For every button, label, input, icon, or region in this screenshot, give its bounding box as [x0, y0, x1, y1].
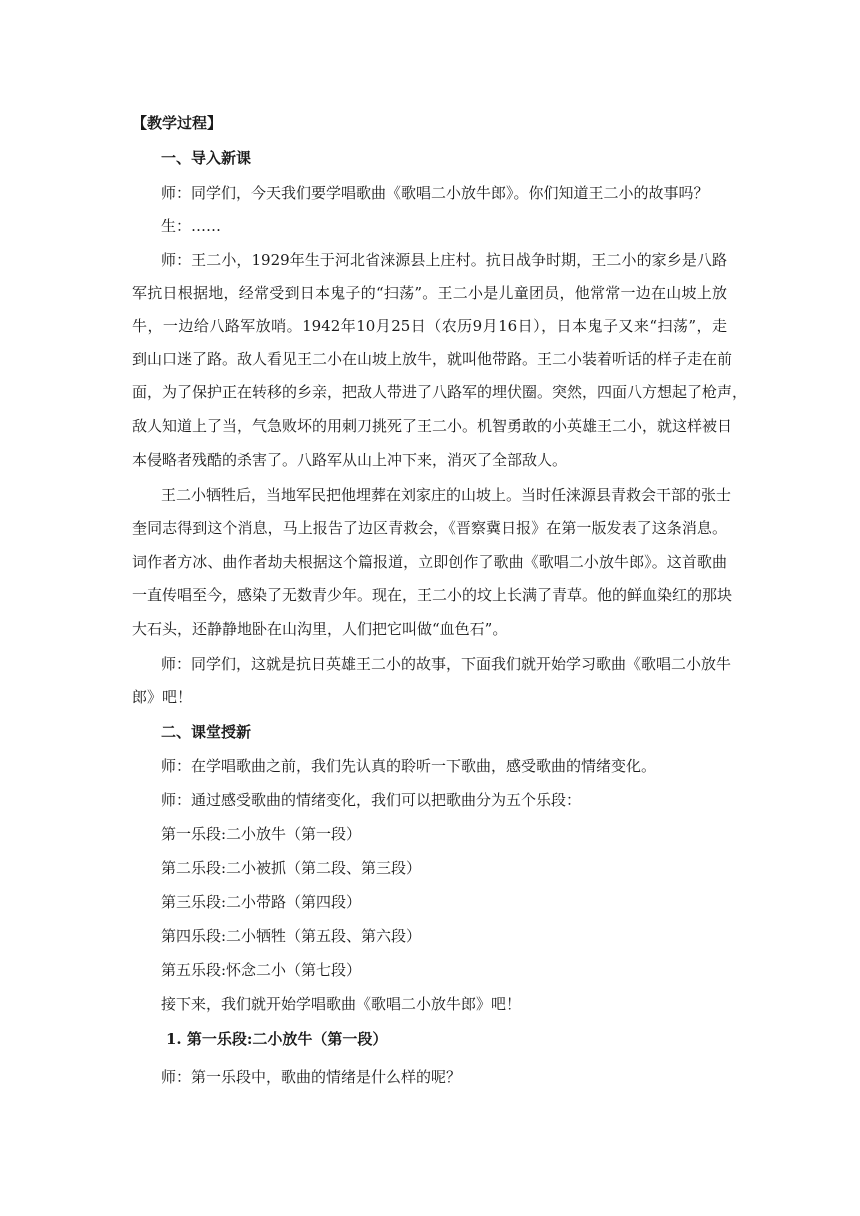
paragraph-line: 军抗日根据地，经常受到日本鬼子的“扫荡”。王二小是儿童团员，他常常一边在山坡上放 [132, 284, 727, 302]
heading: 【教学过程】 [132, 114, 223, 132]
paragraph-line: 本侵略者残酷的杀害了。八路军从山上冲下来，消灭了全部敌人。 [132, 451, 568, 469]
paragraph-line: 师：王二小，1929年生于河北省涞源县上庄村。抗日战争时期，王二小的家乡是八路 [161, 251, 727, 269]
paragraph: 接下来，我们就开始学唱歌曲《歌唱二小放牛郎》吧！ [161, 995, 522, 1013]
paragraph-line: 到山口迷了路。敌人看见王二小在山坡上放牛，就叫他带路。王二小装着听话的样子走在前 [132, 350, 733, 368]
section-title: 二、课堂授新 [161, 723, 252, 741]
section-title: 一、导入新课 [161, 149, 252, 167]
list-item: 第四乐段:二小牺牲（第五段、第六段） [161, 927, 422, 945]
paragraph: 师：通过感受歌曲的情绪变化，我们可以把歌曲分为五个乐段： [161, 791, 582, 809]
paragraph-line: 郎》吧！ [132, 688, 193, 706]
paragraph-line: 词作者方冰、曲作者劫夫根据这个篇报道，立即创作了歌曲《歌唱二小放牛郎》。这首歌曲 [132, 553, 727, 571]
paragraph-line: 牛，一边给八路军放哨。1942年10月25日（农历9月16日），日本鬼子又来“扫荡”，走 [132, 317, 727, 335]
paragraph-line: 奎同志得到这个消息，马上报告了边区青救会，《晋察冀日报》在第一版发表了这条消息。 [132, 519, 727, 537]
list-item: 第一乐段:二小放牛（第一段） [161, 825, 362, 843]
list-item: 第二乐段:二小被抓（第二段、第三段） [161, 859, 422, 877]
paragraph-line: 面，为了保护正在转移的乡亲，把敌人带进了八路军的埋伏圈。突然，四面八方想起了枪声， [132, 383, 748, 401]
paragraph-line: 大石头，还静静地卧在山沟里，人们把它叫做“血色石”。 [132, 620, 508, 638]
paragraph: 师：同学们，今天我们要学唱歌曲《歌唱二小放牛郎》。你们知道王二小的故事吗？ [161, 184, 709, 202]
paragraph-line: 王二小牺牲后，当地军民把他埋葬在刘家庄的山坡上。当时任涞源县青救会干部的张士 [161, 486, 732, 504]
subsection-title: 1. 第一乐段:二小放牛（第一段） [166, 1030, 388, 1048]
paragraph-line: 师：同学们，这就是抗日英雄王二小的故事，下面我们就开始学习歌曲《歌唱二小放牛 [161, 655, 732, 673]
list-item: 第五乐段:怀念二小（第七段） [161, 961, 362, 979]
list-item: 第三乐段:二小带路（第四段） [161, 893, 362, 911]
paragraph: 师：在学唱歌曲之前，我们先认真的聆听一下歌曲，感受歌曲的情绪变化。 [161, 757, 657, 775]
paragraph: 师：第一乐段中，歌曲的情绪是什么样的呢？ [161, 1068, 462, 1086]
paragraph-line: 一直传唱至今，感染了无数青少年。现在，王二小的坟上长满了青草。他的鲜血染红的那块 [132, 586, 733, 604]
paragraph-line: 敌人知道上了当，气急败坏的用刺刀挑死了王二小。机智勇敢的小英雄王二小，就这样被日 [132, 417, 733, 435]
paragraph: 生：…… [161, 217, 222, 235]
